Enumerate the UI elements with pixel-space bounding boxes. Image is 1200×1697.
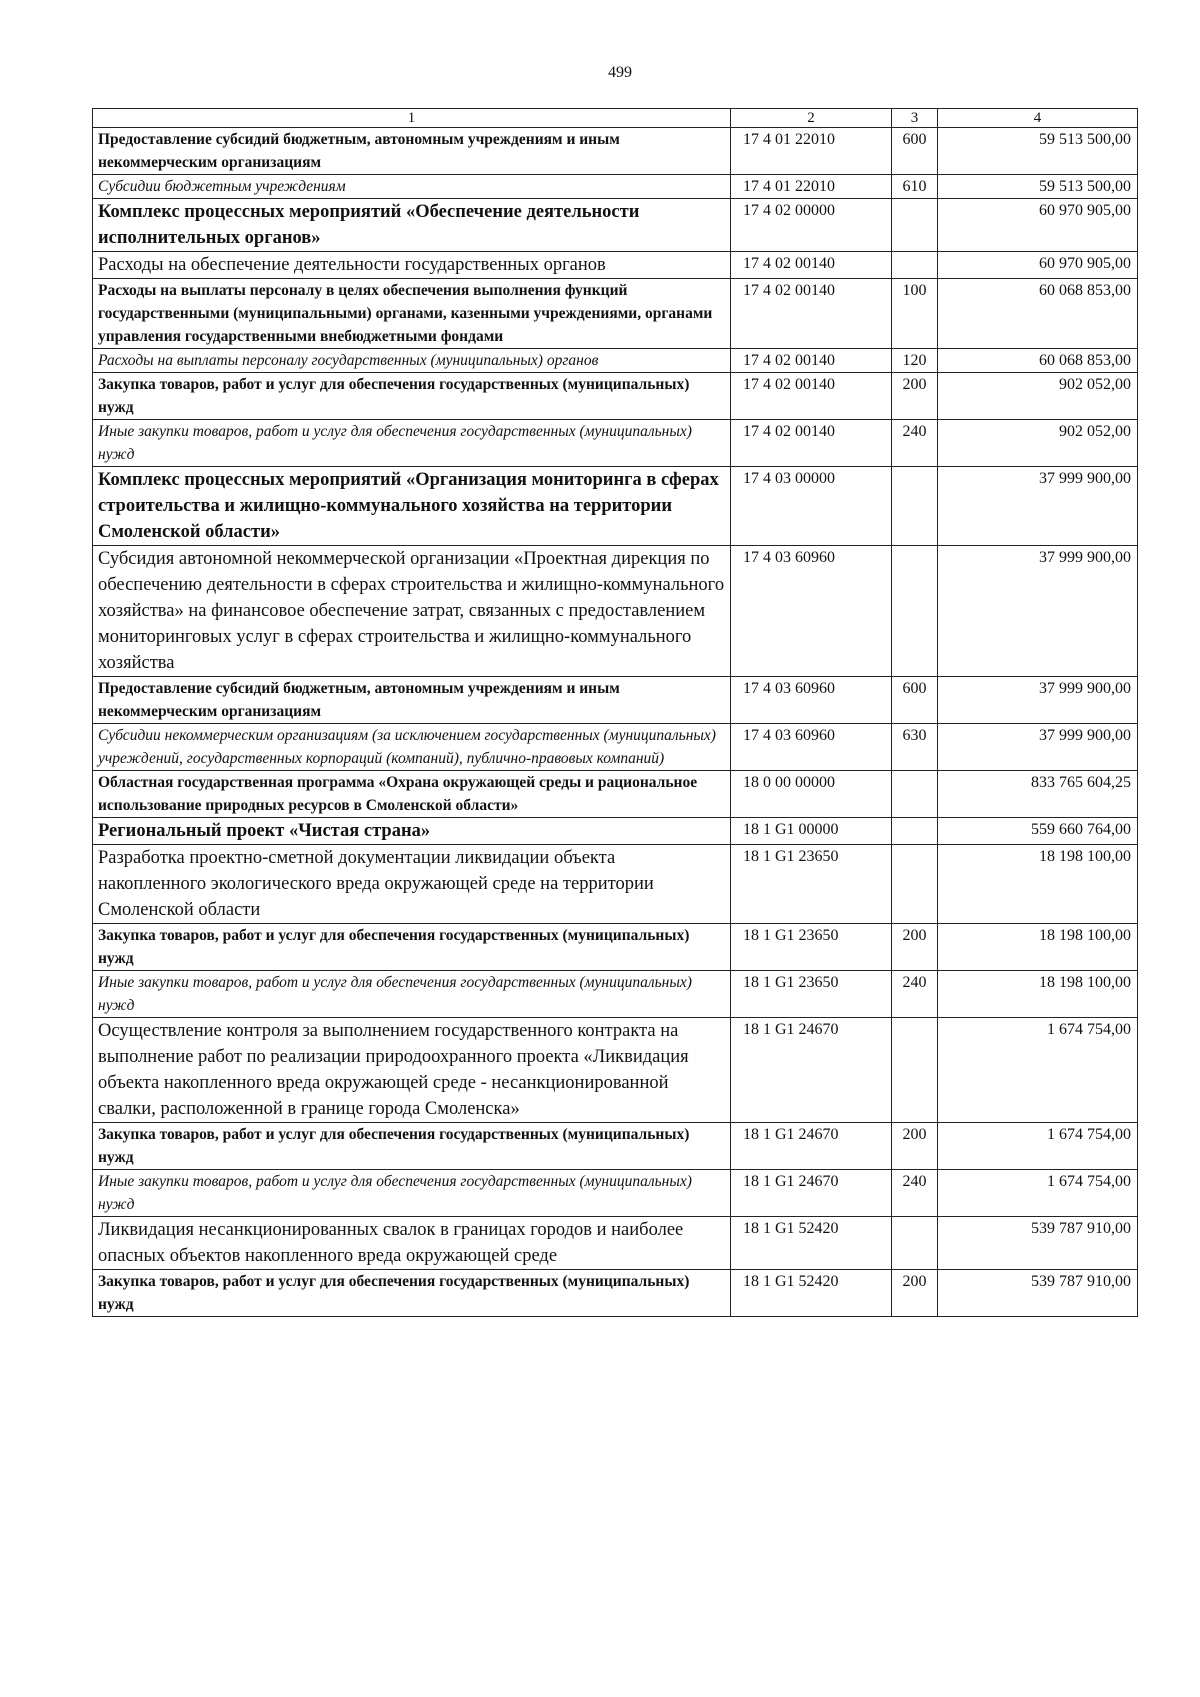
table-body: [93, 128, 1138, 1317]
table-row: [93, 924, 1138, 971]
amount: 833 765 604,25: [938, 771, 1138, 818]
amount: 59 513 500,00: [938, 128, 1138, 175]
expense-type-code: [892, 1018, 938, 1123]
table-row: [93, 1270, 1138, 1317]
expense-type-code: 240: [892, 1170, 938, 1217]
target-code: 18 1 G1 24670: [731, 1018, 892, 1123]
expense-name: Закупка товаров, работ и услуг для обеспечения государственных (муниципальных) нужд: [93, 373, 731, 420]
table-row: [93, 349, 1138, 373]
amount: 1 674 754,00: [938, 1170, 1138, 1217]
table-row: [93, 771, 1138, 818]
expense-name: Закупка товаров, работ и услуг для обеспечения государственных (муниципальных) нужд: [93, 1123, 731, 1170]
header-col-3: 3: [892, 109, 938, 128]
target-code: 17 4 03 60960: [731, 724, 892, 771]
expense-name: Ликвидация несанкционированных свалок в границах городов и наиболее опасных объектов накопленного вреда окружающей среде: [93, 1217, 731, 1270]
table-row: [93, 1123, 1138, 1170]
expense-name: Областная государственная программа «Охрана окружающей среды и рациональное использование природных ресурсов в Смоленской области»: [93, 771, 731, 818]
expense-name: Расходы на выплаты персоналу государственных (муниципальных) органов: [93, 349, 731, 373]
expense-name: Иные закупки товаров, работ и услуг для обеспечения государственных (муниципальных) нужд: [93, 971, 731, 1018]
amount: 37 999 900,00: [938, 546, 1138, 677]
header-col-1: 1: [93, 109, 731, 128]
header-col-2: 2: [731, 109, 892, 128]
expense-type-code: 600: [892, 677, 938, 724]
expense-type-code: 200: [892, 1123, 938, 1170]
expense-name: Расходы на обеспечение деятельности государственных органов: [93, 252, 731, 279]
expense-name: Субсидии некоммерческим организациям (за исключением государственных (муниципальных) учреждений, государственных корпораций (компаний), публично-правовых компаний): [93, 724, 731, 771]
target-code: 18 0 00 00000: [731, 771, 892, 818]
amount: 1 674 754,00: [938, 1018, 1138, 1123]
amount: 1 674 754,00: [938, 1123, 1138, 1170]
expense-type-code: 630: [892, 724, 938, 771]
table-row: [93, 420, 1138, 467]
target-code: 18 1 G1 52420: [731, 1217, 892, 1270]
expense-type-code: 200: [892, 373, 938, 420]
header-col-4: 4: [938, 109, 1138, 128]
expense-type-code: 120: [892, 349, 938, 373]
budget-table: [92, 108, 1138, 1317]
expense-name: Закупка товаров, работ и услуг для обеспечения государственных (муниципальных) нужд: [93, 1270, 731, 1317]
expense-type-code: 100: [892, 279, 938, 349]
expense-name: Региональный проект «Чистая страна»: [93, 818, 731, 845]
amount: 37 999 900,00: [938, 677, 1138, 724]
expense-name: Предоставление субсидий бюджетным, автономным учреждениям и иным некоммерческим организациям: [93, 677, 731, 724]
target-code: 17 4 01 22010: [731, 128, 892, 175]
target-code: 17 4 02 00140: [731, 420, 892, 467]
target-code: 17 4 02 00000: [731, 199, 892, 252]
page-number: 499: [608, 64, 632, 81]
amount: 539 787 910,00: [938, 1270, 1138, 1317]
amount: 902 052,00: [938, 373, 1138, 420]
expense-type-code: [892, 546, 938, 677]
expense-name: Предоставление субсидий бюджетным, автономным учреждениям и иным некоммерческим организациям: [93, 128, 731, 175]
target-code: 18 1 G1 23650: [731, 845, 892, 924]
target-code: 17 4 01 22010: [731, 175, 892, 199]
target-code: 17 4 02 00140: [731, 279, 892, 349]
target-code: 17 4 03 60960: [731, 546, 892, 677]
table-row: [93, 199, 1138, 252]
table-row: [93, 279, 1138, 349]
expense-name: Субсидии бюджетным учреждениям: [93, 175, 731, 199]
table-row: [93, 1217, 1138, 1270]
table-row: [93, 724, 1138, 771]
target-code: 17 4 03 00000: [731, 467, 892, 546]
target-code: 17 4 02 00140: [731, 349, 892, 373]
expense-type-code: [892, 818, 938, 845]
expense-name: Разработка проектно-сметной документации ликвидации объекта накопленного экологического вреда окружающей среде на территории Смоленской области: [93, 845, 731, 924]
expense-type-code: [892, 1217, 938, 1270]
table-row: [93, 467, 1138, 546]
amount: 559 660 764,00: [938, 818, 1138, 845]
amount: 37 999 900,00: [938, 724, 1138, 771]
amount: 37 999 900,00: [938, 467, 1138, 546]
expense-type-code: [892, 467, 938, 546]
expense-type-code: [892, 845, 938, 924]
table-row: [93, 252, 1138, 279]
amount: 60 970 905,00: [938, 252, 1138, 279]
table-row: [93, 373, 1138, 420]
target-code: 18 1 G1 00000: [731, 818, 892, 845]
target-code: 18 1 G1 23650: [731, 971, 892, 1018]
target-code: 17 4 03 60960: [731, 677, 892, 724]
expense-type-code: 600: [892, 128, 938, 175]
expense-name: Иные закупки товаров, работ и услуг для обеспечения государственных (муниципальных) нужд: [93, 1170, 731, 1217]
expense-name: Осуществление контроля за выполнением государственного контракта на выполнение работ по реализации природоохранного проекта «Ликвидация объекта накопленного вреда окружающей среде - несанкционированной свалки, расположенной в границе города Смоленска»: [93, 1018, 731, 1123]
expense-type-code: [892, 771, 938, 818]
table-row: [93, 971, 1138, 1018]
table-row: [93, 1170, 1138, 1217]
amount: 902 052,00: [938, 420, 1138, 467]
target-code: 18 1 G1 52420: [731, 1270, 892, 1317]
expense-name: Комплекс процессных мероприятий «Обеспечение деятельности исполнительных органов»: [93, 199, 731, 252]
table-row: [93, 546, 1138, 677]
table-row: [93, 845, 1138, 924]
expense-type-code: 610: [892, 175, 938, 199]
expense-type-code: 200: [892, 924, 938, 971]
target-code: 17 4 02 00140: [731, 373, 892, 420]
amount: 60 068 853,00: [938, 349, 1138, 373]
amount: 18 198 100,00: [938, 845, 1138, 924]
target-code: 18 1 G1 23650: [731, 924, 892, 971]
target-code: 18 1 G1 24670: [731, 1170, 892, 1217]
table-header-row: [93, 109, 1138, 128]
table-row: [93, 677, 1138, 724]
amount: 59 513 500,00: [938, 175, 1138, 199]
table-row: [93, 1018, 1138, 1123]
amount: 60 068 853,00: [938, 279, 1138, 349]
expense-name: Субсидия автономной некоммерческой организации «Проектная дирекция по обеспечению деятельности в сферах строительства и жилищно-коммунального хозяйства» на финансовое обеспечение затрат, связанных с предоставлением мониторинговых услуг в сферах строительства и жилищно-коммунального хозяйства: [93, 546, 731, 677]
expense-type-code: [892, 199, 938, 252]
target-code: 18 1 G1 24670: [731, 1123, 892, 1170]
expense-name: Закупка товаров, работ и услуг для обеспечения государственных (муниципальных) нужд: [93, 924, 731, 971]
table-row: [93, 128, 1138, 175]
expense-name: Комплекс процессных мероприятий «Организация мониторинга в сферах строительства и жилищно-коммунального хозяйства на территории Смоленской области»: [93, 467, 731, 546]
amount: 60 970 905,00: [938, 199, 1138, 252]
amount: 18 198 100,00: [938, 971, 1138, 1018]
target-code: 17 4 02 00140: [731, 252, 892, 279]
expense-type-code: 200: [892, 1270, 938, 1317]
expense-type-code: 240: [892, 420, 938, 467]
table-row: [93, 818, 1138, 845]
expense-type-code: 240: [892, 971, 938, 1018]
expense-type-code: [892, 252, 938, 279]
table-row: [93, 175, 1138, 199]
expense-name: Расходы на выплаты персоналу в целях обеспечения выполнения функций государственными (муниципальными) органами, казенными учреждениями, органами управления государственными внебюджетными фондами: [93, 279, 731, 349]
amount: 18 198 100,00: [938, 924, 1138, 971]
expense-name: Иные закупки товаров, работ и услуг для обеспечения государственных (муниципальных) нужд: [93, 420, 731, 467]
amount: 539 787 910,00: [938, 1217, 1138, 1270]
